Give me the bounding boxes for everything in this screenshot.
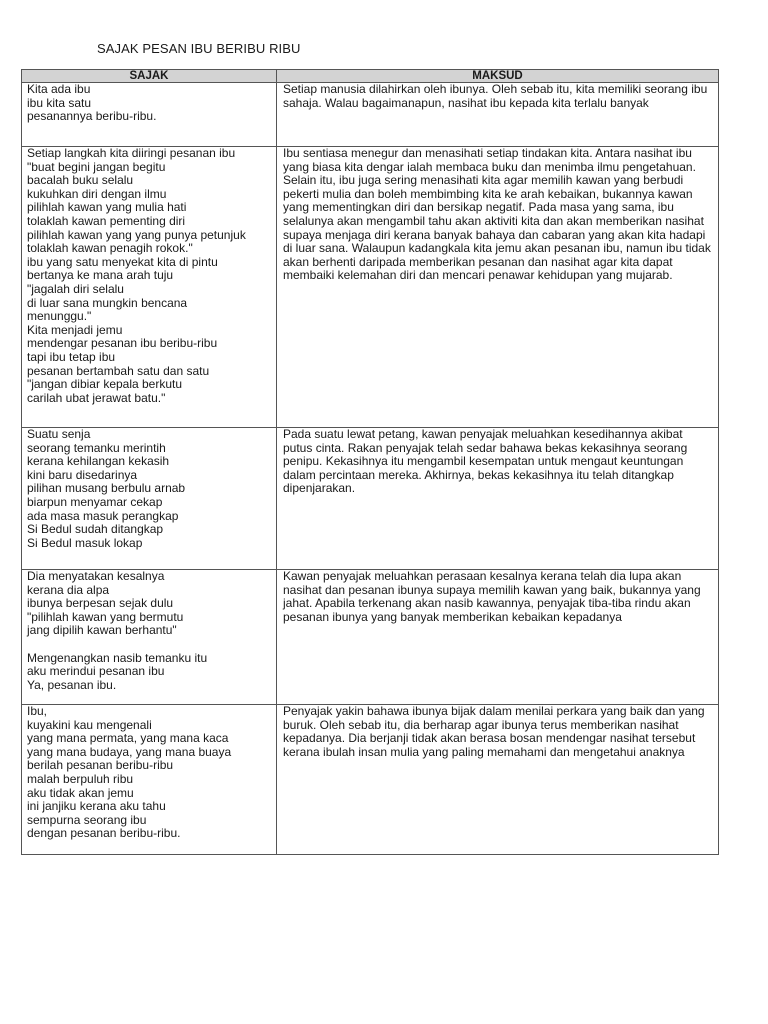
table-header-row: [22, 70, 719, 83]
maksud-text: Kawan penyajak meluahkan perasaan kesalnya kerana telah dia lupa akan nasihat dan pesanan ibunya supaya memilih kawan yang baik, bukannya yang jahat. Apabila terkenang akan nasib kawannya, penyajak tiba-tiba rindu akan pesanan ibunya yang banyak memberikan kebaikan kepadanya: [283, 569, 701, 624]
poem-table: [21, 69, 719, 855]
poem-line: jang dipilih kawan berhantu": [27, 623, 177, 638]
poem-line: dengan pesanan beribu-ribu.: [27, 826, 181, 841]
poem-line: ibu kita satu: [27, 95, 92, 110]
poem-line: Si Bedul sudah ditangkap: [27, 522, 164, 537]
poem-line: sempurna seorang ibu: [27, 812, 147, 827]
poem-line: ibunya berpesan sejak dulu: [27, 596, 174, 611]
column-header-maksud: MAKSUD: [277, 70, 719, 83]
sajak-cell: [22, 570, 277, 705]
poem-line: seorang temanku merintih: [27, 440, 166, 455]
poem-line: ibu yang satu menyekat kita di pintu: [27, 254, 218, 269]
poem-line: biarpun menyamar cekap: [27, 494, 163, 509]
poem-line: "buat begini jangan begitu: [27, 159, 166, 174]
poem-line: aku tidak akan jemu: [27, 785, 134, 800]
table-row: [22, 570, 719, 705]
maksud-cell: [277, 705, 719, 855]
poem-line: carilah ubat jerawat batu.": [27, 390, 166, 405]
table-row: [22, 147, 719, 428]
maksud-text: Penyajak yakin bahawa ibunya bijak dalam menilai perkara yang baik dan yang buruk. Oleh sebab itu, dia berharap agar ibunya terus memberikan nasihat kepadanya. Dia berjanji tidak akan berasa bosan mendengar nasihat tersebut kerana ibulah insan mulia yang paling memahami dan mengetahui anaknya: [283, 704, 705, 759]
poem-line: pilihan musang berbulu arnab: [27, 481, 186, 496]
maksud-cell: [277, 83, 719, 147]
poem-line: ini janjiku kerana aku tahu: [27, 799, 166, 814]
poem-line: aku merindui pesanan ibu: [27, 664, 165, 679]
poem-line: yang mana budaya, yang mana buaya: [27, 744, 232, 759]
poem-line: Suatu senja: [27, 427, 91, 441]
sajak-cell: [22, 147, 277, 428]
poem-line: Kita menjadi jemu: [27, 322, 123, 337]
sajak-cell: [22, 705, 277, 855]
maksud-text: Ibu sentiasa menegur dan menasihati setiap tindakan kita. Antara nasihat ibu yang biasa kita dengar ialah membaca buku dan menimba ilmu pengetahuan. Selain itu, ibu juga sering menasihati kita agar memilih kawan yang berbudi pekerti mulia dan boleh membimbing kita ke arah kebaikan, bukannya kawan yang mementingkan diri dan bersikap negatif. Pada masa yang sama, ibu selalunya akan mengambil tahu akan aktiviti kita dan akan memberikan nasihat supaya menjaga diri kerana banyak bahaya dan cabaran yang akan kita hadapi di luar sana. Walaupun kadangkala kita jemu akan pesanan ibu, namun ibu tidak akan berhenti daripada memberikan pesanan dan nasihat agar kita dapat membaiki kelemahan diri dan mencari penawar kehidupan yang mujarab.: [283, 146, 711, 283]
maksud-text: Pada suatu lewat petang, kawan penyajak meluahkan kesedihannya akibat putus cinta. Rakan penyajak telah sedar bahawa bekas kekasihnya seorang penipu. Kekasihnya itu mengambil kesempatan untuk mengaut keuntungan dalam percintaan mereka. Akhirnya, bekas kekasihnya itu telah ditangkap dipenjarakan.: [283, 427, 688, 496]
sajak-cell: [22, 83, 277, 147]
poem-line: Ya, pesanan ibu.: [27, 677, 117, 692]
stanza-break: [27, 638, 272, 652]
table-row: [22, 705, 719, 855]
table-row: [22, 83, 719, 147]
poem-line: tapi ibu tetap ibu: [27, 349, 116, 364]
poem-line: mendengar pesanan ibu beribu-ribu: [27, 336, 218, 351]
poem-line: pilihlah kawan yang mulia hati: [27, 200, 187, 215]
maksud-cell: [277, 147, 719, 428]
poem-line: "jagalah diri selalu: [27, 281, 124, 296]
poem-line: kuyakini kau mengenali: [27, 717, 152, 732]
poem-line: tolaklah kawan penagih rokok.": [27, 241, 193, 256]
poem-line: ada masa masuk perangkap: [27, 508, 179, 523]
sajak-cell: [22, 428, 277, 570]
poem-line: berilah pesanan beribu-ribu: [27, 758, 174, 773]
poem-line: di luar sana mungkin bencana: [27, 295, 188, 310]
poem-line: Mengenangkan nasib temanku itu: [27, 650, 208, 665]
poem-line: malah berpuluh ribu: [27, 771, 134, 786]
poem-line: bacalah buku selalu: [27, 173, 134, 188]
poem-line: Ibu,: [27, 704, 48, 718]
poem-line: kerana dia alpa: [27, 582, 110, 597]
document-title: SAJAK PESAN IBU BERIBU RIBU: [97, 41, 301, 56]
poem-line: menunggu.": [27, 309, 92, 324]
poem-line: yang mana permata, yang mana kaca: [27, 731, 229, 746]
column-header-sajak: SAJAK: [22, 70, 277, 83]
poem-line: Dia menyatakan kesalnya: [27, 569, 165, 583]
poem-line: tolaklah kawan pementing diri: [27, 213, 186, 228]
poem-line: pesanannya beribu-ribu.: [27, 109, 157, 124]
poem-line: Setiap langkah kita diiringi pesanan ibu: [27, 146, 236, 160]
poem-line: bertanya ke mana arah tuju: [27, 268, 174, 283]
poem-line: pilihlah kawan yang yang punya petunjuk: [27, 227, 246, 242]
poem-line: "jangan dibiar kepala berkutu: [27, 377, 183, 392]
poem-line: kini baru disedarinya: [27, 467, 138, 482]
poem-line: Si Bedul masuk lokap: [27, 535, 143, 550]
maksud-text: Setiap manusia dilahirkan oleh ibunya. Oleh sebab itu, kita memiliki seorang ibu sahaja. Walau bagaimanapun, nasihat ibu kepada kita terlalu banyak: [283, 82, 708, 110]
maksud-cell: [277, 428, 719, 570]
maksud-cell: [277, 570, 719, 705]
poem-line: kukuhkan diri dengan ilmu: [27, 186, 167, 201]
table-row: [22, 428, 719, 570]
poem-line: "pilihlah kawan yang bermutu: [27, 609, 184, 624]
poem-line: kerana kehilangan kekasih: [27, 454, 170, 469]
poem-line: Kita ada ibu: [27, 82, 91, 96]
poem-line: pesanan bertambah satu dan satu: [27, 363, 210, 378]
